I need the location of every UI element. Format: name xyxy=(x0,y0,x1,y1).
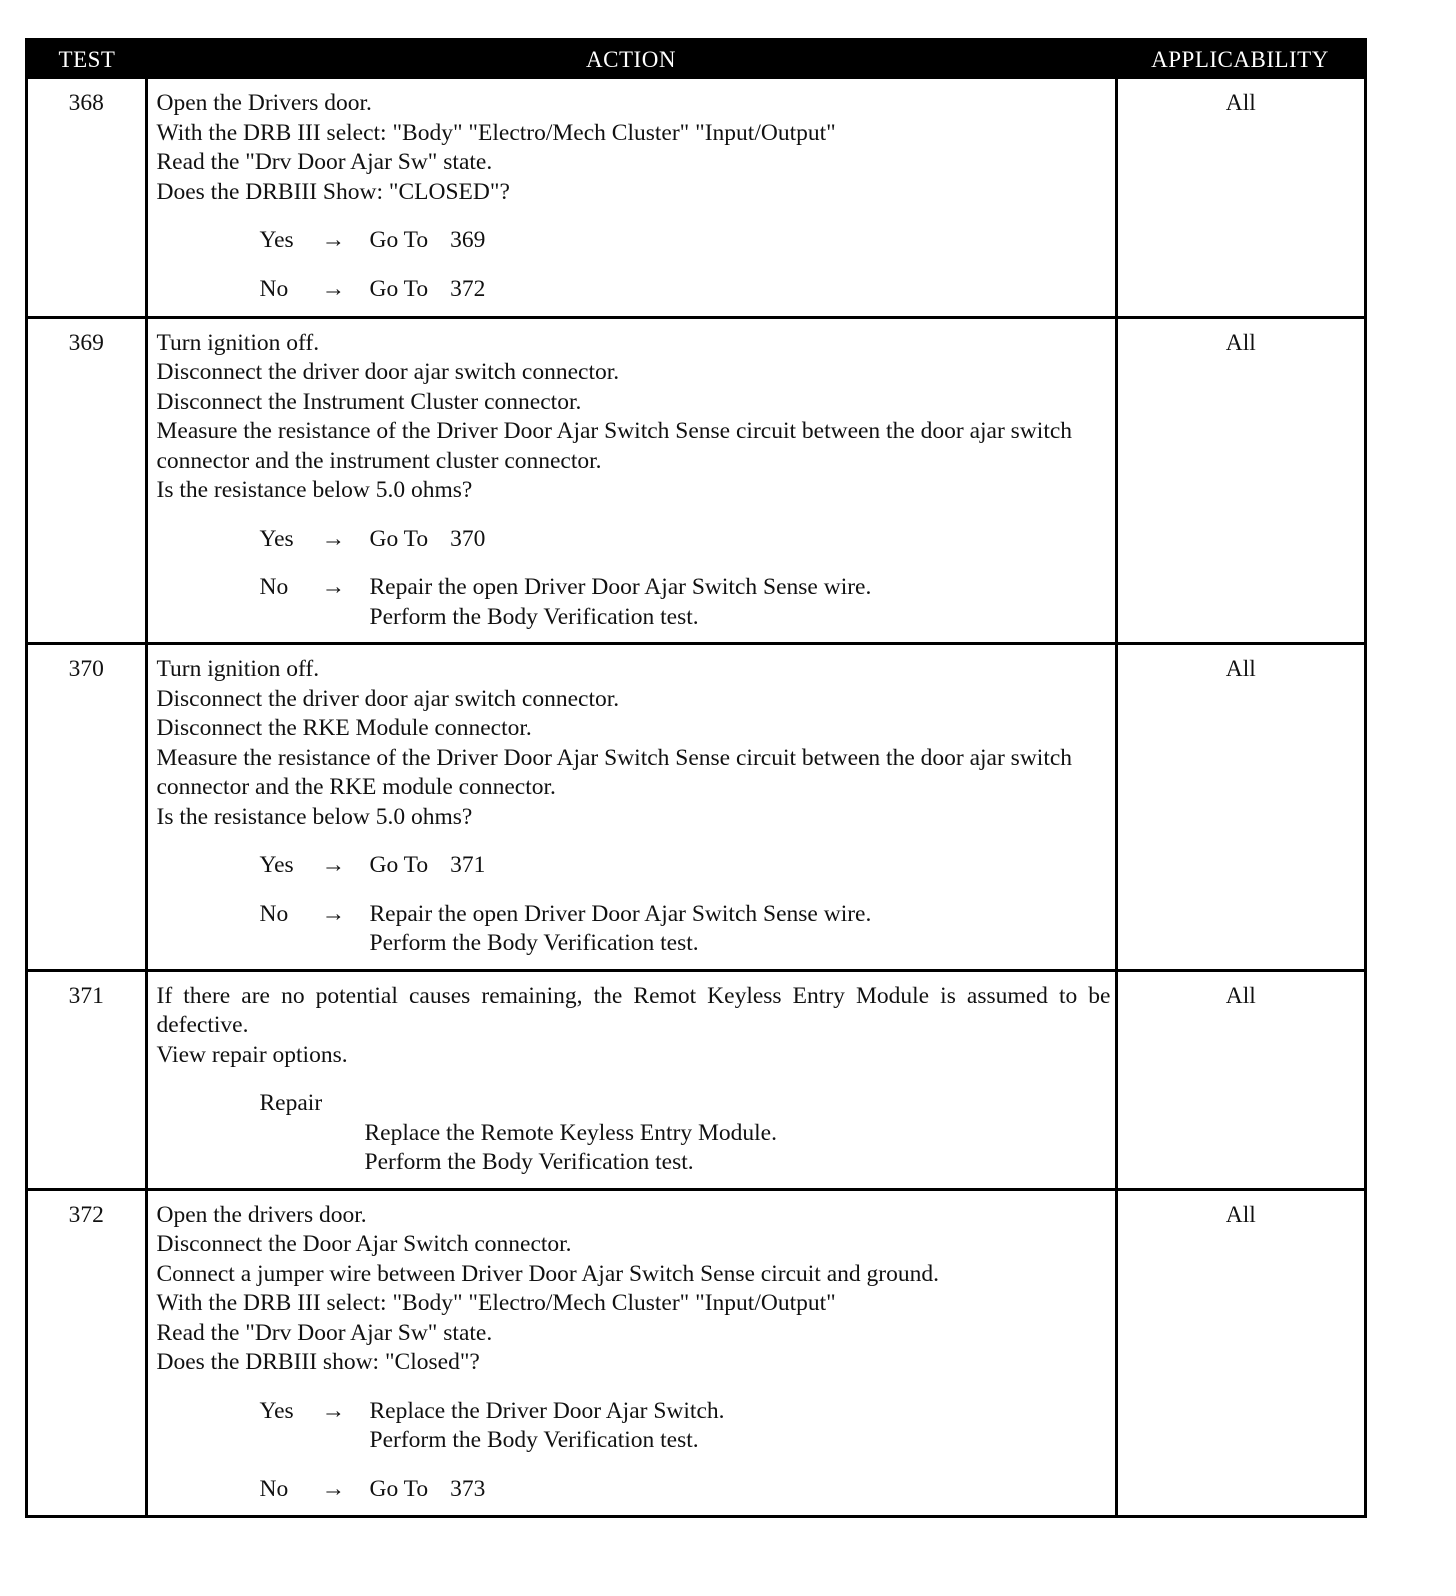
action-step: Disconnect the Instrument Cluster connector. xyxy=(156,388,582,415)
action-cell xyxy=(146,79,1116,317)
header-action: ACTION xyxy=(146,41,1116,79)
action-step: Measure the resistance of the Driver Door Ajar Switch Sense circuit between the door ajar switch connector and the instrument cluster connector. xyxy=(156,418,1073,474)
goto-test-link: 373 xyxy=(450,1475,486,1502)
no-result xyxy=(157,275,1111,305)
goto-test-link: 370 xyxy=(450,525,486,552)
action-step: With the DRB III select: "Body" "Electro/Mech Cluster" "Input/Output" xyxy=(156,119,836,146)
action-step: Is the resistance below 5.0 ohms? xyxy=(156,477,473,503)
arrow-icon: → xyxy=(321,574,345,600)
applicability-cell: All xyxy=(1116,970,1364,1189)
action-step: Disconnect the RKE Module connector. xyxy=(156,715,532,741)
instruction-line: Replace the Remote Keyless Entry Module. xyxy=(364,1119,777,1146)
no-result xyxy=(157,900,1111,959)
goto-text: Go To xyxy=(369,852,429,878)
table-row xyxy=(28,1189,1364,1515)
action-cell xyxy=(146,317,1116,644)
action-cell xyxy=(146,644,1116,971)
goto-text: Go To xyxy=(369,227,429,253)
instruction-line: Perform the Body Verification test. xyxy=(364,1149,694,1175)
yes-label: Yes xyxy=(259,525,294,552)
action-step: Read the "Drv Door Ajar Sw" state. xyxy=(156,1319,493,1346)
action-step: Disconnect the driver door ajar switch connector. xyxy=(156,359,620,385)
goto-test-link: 369 xyxy=(450,227,486,253)
arrow-icon: → xyxy=(321,525,345,552)
goto-instruction xyxy=(370,851,1111,881)
arrow-icon: → xyxy=(321,1397,345,1424)
test-number: 369 xyxy=(28,317,146,644)
action-step: Is the resistance below 5.0 ohms? xyxy=(156,803,473,830)
repair-label: Repair xyxy=(259,1090,323,1116)
no-instruction xyxy=(370,900,1111,959)
instruction-line: Perform the Body Verification test. xyxy=(369,930,699,956)
yes-result xyxy=(157,1397,1111,1456)
no-label: No xyxy=(259,900,289,927)
yes-result xyxy=(157,226,1111,256)
instruction-line: Perform the Body Verification test. xyxy=(369,603,699,630)
arrow-icon: → xyxy=(321,227,345,253)
yes-instruction xyxy=(370,1397,1111,1456)
goto-test-link: 371 xyxy=(450,852,486,878)
action-step: Disconnect the driver door ajar switch connector. xyxy=(156,685,620,712)
no-result xyxy=(157,1475,1111,1505)
goto-text: Go To xyxy=(369,275,429,302)
action-step: Disconnect the Door Ajar Switch connector. xyxy=(156,1231,572,1257)
goto-instruction xyxy=(370,1475,1111,1505)
action-step: Turn ignition off. xyxy=(156,329,320,356)
goto-test-link: 372 xyxy=(450,275,486,302)
action-step: Turn ignition off. xyxy=(156,656,320,682)
action-cell xyxy=(146,1189,1116,1515)
no-label: No xyxy=(259,574,289,600)
applicability-cell: All xyxy=(1225,90,1256,116)
arrow-icon: → xyxy=(321,900,345,927)
action-step: With the DRB III select: "Body" "Electro/Mech Cluster" "Input/Output" xyxy=(156,1290,836,1316)
diagnostic-test-table xyxy=(25,38,1367,1518)
action-step: If there are no potential causes remaining, the Remot Keyless Entry Module is assumed to be defective. xyxy=(156,982,1111,1038)
header-applicability: APPLICABILITY xyxy=(1116,41,1364,79)
applicability-cell: All xyxy=(1116,644,1364,971)
table-row xyxy=(28,970,1364,1189)
goto-instruction xyxy=(370,275,1111,305)
header-test: TEST xyxy=(28,41,146,79)
applicability-cell: All xyxy=(1116,317,1364,644)
instruction-line: Replace the Driver Door Ajar Switch. xyxy=(369,1397,725,1424)
yes-label: Yes xyxy=(259,852,294,878)
no-label: No xyxy=(259,275,289,302)
instruction-line: Perform the Body Verification test. xyxy=(369,1427,699,1453)
goto-text: Go To xyxy=(369,525,429,552)
applicability-cell: All xyxy=(1116,1189,1364,1515)
no-label: No xyxy=(259,1475,289,1502)
no-instruction xyxy=(370,573,1111,632)
test-number: 370 xyxy=(28,644,146,971)
action-step: Read the "Drv Door Ajar Sw" state. xyxy=(156,149,493,175)
arrow-icon: → xyxy=(321,1475,345,1502)
table-row xyxy=(28,79,1364,317)
test-number: 372 xyxy=(28,1189,146,1515)
goto-instruction xyxy=(370,226,1111,256)
table-row xyxy=(28,317,1364,644)
table-header-row xyxy=(28,41,1364,79)
action-step: Does the DRBIII show: "Closed"? xyxy=(156,1349,480,1375)
action-step: Does the DRBIII Show: "CLOSED"? xyxy=(156,178,510,205)
yes-result xyxy=(157,851,1111,881)
repair-instruction xyxy=(157,1119,1111,1178)
no-result xyxy=(157,573,1111,632)
arrow-icon: → xyxy=(321,275,345,302)
table-row xyxy=(28,644,1364,971)
yes-label: Yes xyxy=(259,227,294,253)
action-cell xyxy=(146,970,1116,1189)
yes-result xyxy=(157,525,1111,555)
action-step: View repair options. xyxy=(156,1041,348,1068)
action-step: Measure the resistance of the Driver Door Ajar Switch Sense circuit between the door ajar switch connector and the RKE module connector. xyxy=(156,744,1073,800)
arrow-icon: → xyxy=(321,852,345,878)
action-step: Open the drivers door. xyxy=(156,1201,367,1228)
test-number: 368 xyxy=(28,79,146,317)
goto-instruction xyxy=(370,525,1111,555)
instruction-line: Repair the open Driver Door Ajar Switch Sense wire. xyxy=(369,900,872,927)
goto-text: Go To xyxy=(369,1475,429,1502)
test-number: 371 xyxy=(28,970,146,1189)
instruction-line: Repair the open Driver Door Ajar Switch Sense wire. xyxy=(369,574,872,600)
action-step: Open the Drivers door. xyxy=(156,90,372,116)
action-step: Connect a jumper wire between Driver Door Ajar Switch Sense circuit and ground. xyxy=(156,1260,939,1287)
yes-label: Yes xyxy=(259,1397,294,1424)
